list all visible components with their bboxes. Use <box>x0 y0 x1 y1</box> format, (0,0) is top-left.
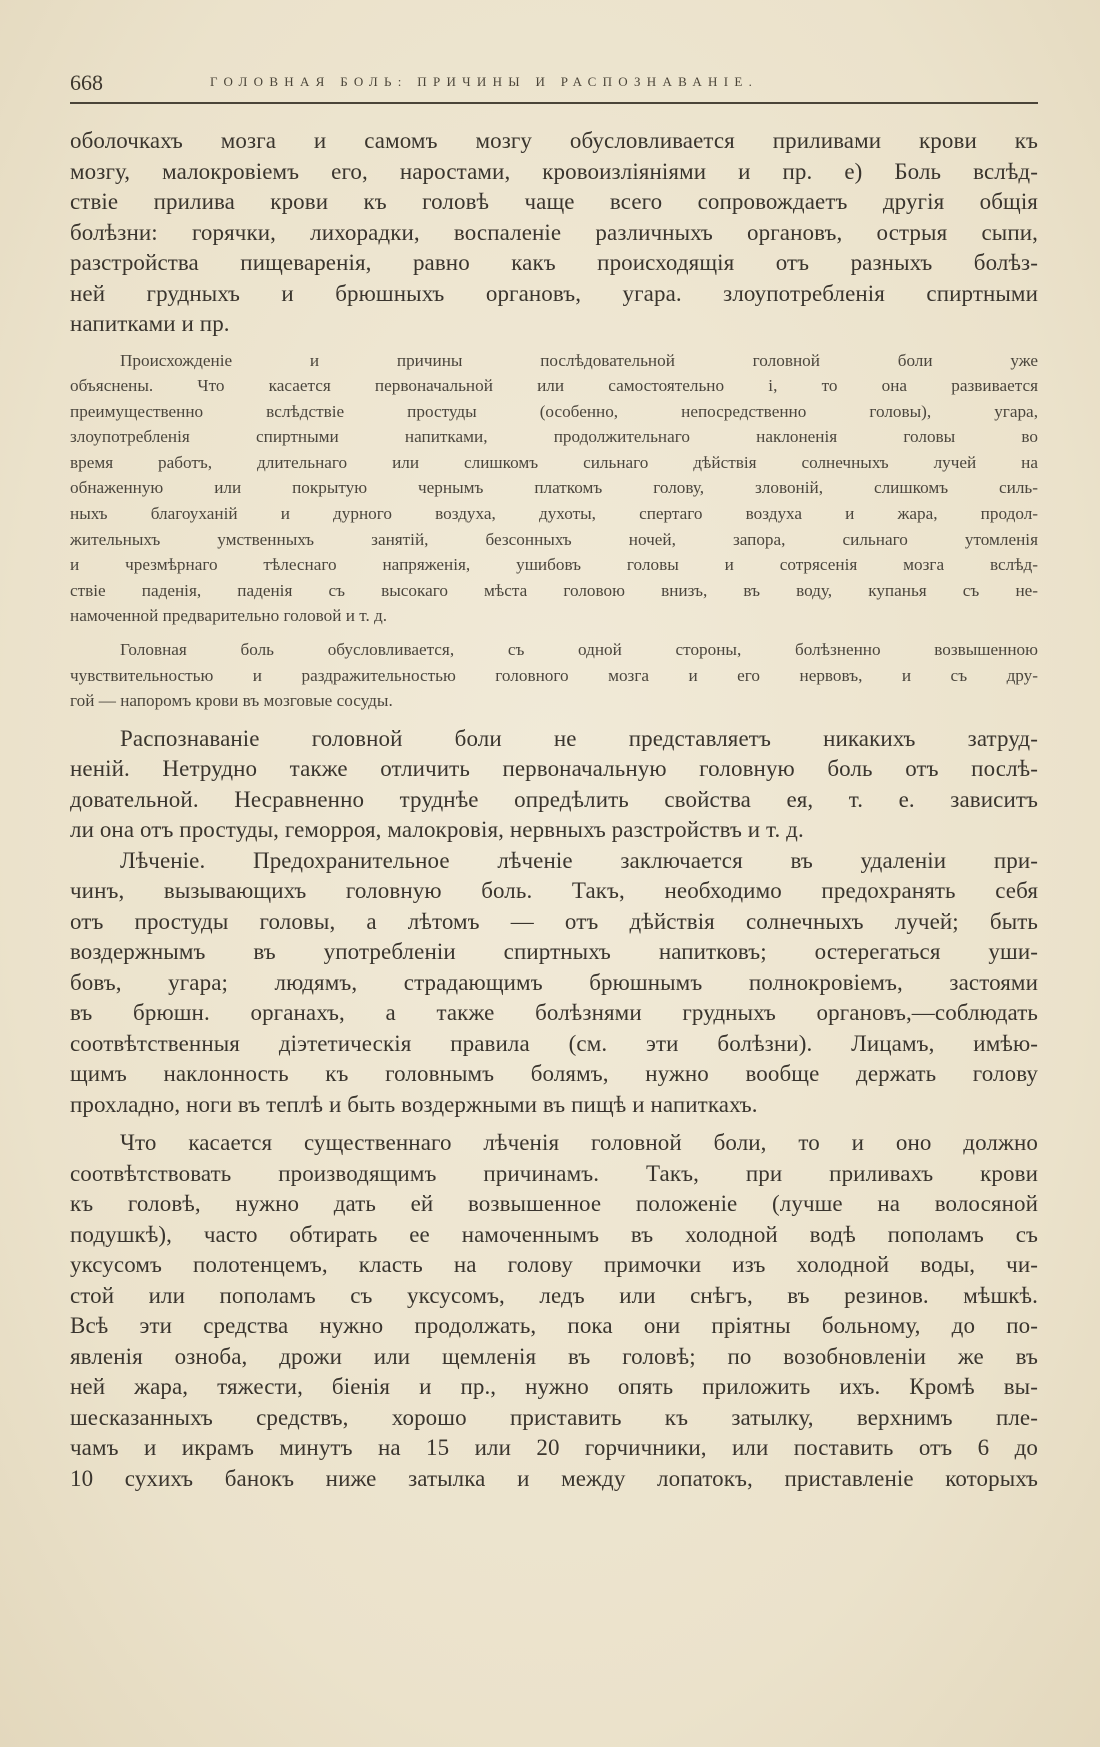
text-line: отъ простуды головы, а лѣтомъ — отъ дѣйствія солнечныхъ лучей; быть <box>70 908 1038 934</box>
paragraph-treatment-essential <box>70 1128 1038 1494</box>
text-line: ствіе паденія, паденія съ высокаго мѣста головою внизъ, въ воду, купанья съ не- <box>70 580 1038 600</box>
text-line: преимущественно вслѣдствіе простуды (особенно, непосредственно головы), угара, <box>70 401 1038 421</box>
text-line: шесказанныхъ средствъ, хорошо приставить къ затылку, верхнимъ пле- <box>70 1404 1038 1430</box>
paragraph-intro <box>70 126 1038 340</box>
text-line: Распознаваніе головной боли не представляетъ никакихъ затруд- <box>120 725 1038 751</box>
text-line: оболочкахъ мозга и самомъ мозгу обусловливается приливами крови къ <box>70 128 1038 153</box>
text-line: разстройства пищеваренія, равно какъ происходящія отъ разныхъ болѣз- <box>70 250 1038 275</box>
text-line: злоупотребленія спиртными напитками, продолжительнаго наклоненія головы во <box>70 427 1038 447</box>
text-line: въ брюшн. органахъ, а также болѣзнями грудныхъ органовъ,—соблюдать <box>70 1000 1038 1026</box>
text-line: воздержнымъ въ употребленіи спиртныхъ напитковъ; остерегаться уши- <box>70 939 1038 965</box>
text-line: Всѣ эти средства нужно продолжать, пока они пріятны больному, до по- <box>70 1313 1038 1339</box>
text-line: намоченной предварительно головой и т. д. <box>70 606 388 626</box>
running-head: ГОЛОВНАЯ БОЛЬ: ПРИЧИНЫ И РАСПОЗНАВАНІЕ. <box>210 74 759 89</box>
text-line: соотвѣтственныя діэтетическія правила (см. эти болѣзни). Лицамъ, имѣю- <box>70 1030 1038 1056</box>
text-line: стой или пополамъ съ уксусомъ, ледъ или снѣгъ, въ резинов. мѣшкѣ. <box>70 1282 1038 1308</box>
text-line: ней грудныхъ и брюшныхъ органовъ, угара. злоупотребленія спиртными <box>70 280 1038 306</box>
paragraph-mechanism <box>70 637 1038 714</box>
text-line: бовъ, угара; людямъ, страдающимъ брюшнымъ полнокровіемъ, застоями <box>70 969 1038 995</box>
text-line: чинъ, вызывающихъ головную боль. Такъ, необходимо предохранять себя <box>70 878 1038 904</box>
text-line: болѣзни: горячки, лихорадки, воспаленіе различныхъ органовъ, острыя сыпи, <box>70 219 1038 245</box>
text-line: ныхъ благоуханій и дурного воздуха, духоты, спертаго воздуха и жара, продол- <box>70 504 1038 524</box>
text-line: уксусомъ полотенцемъ, класть на голову примочки изъ холодной воды, чи- <box>70 1252 1038 1278</box>
text-line: 10 сухихъ банокъ ниже затылка и между лопатокъ, приставленіе которыхъ <box>70 1465 1038 1491</box>
paragraph-origin-causes <box>70 348 1038 630</box>
text-line: чамъ и икрамъ минутъ на 15 или 20 горчичники, или поставить отъ 6 до <box>70 1435 1038 1461</box>
text-line: Что касается существеннаго лѣченія головной боли, то и оно должно <box>120 1130 1038 1156</box>
text-line: Происхожденіе и причины послѣдовательной головной боли уже <box>120 350 1038 370</box>
text-line: подушкѣ), часто обтирать ее намоченнымъ въ холодной водѣ пополамъ съ <box>70 1221 1038 1247</box>
text-line: неній. Нетрудно также отличить первоначальную головную боль отъ послѣ- <box>70 756 1038 782</box>
text-line: гой — напоромъ крови въ мозговые сосуды. <box>70 691 393 711</box>
paragraph-diagnosis <box>70 724 1038 846</box>
text-line: довательной. Несравненно труднѣе опредѣлить свойства ея, т. е. зависитъ <box>70 786 1038 812</box>
paragraph-treatment-prevention <box>70 846 1038 1121</box>
page-number: 668 <box>70 70 103 95</box>
page-header <box>70 68 1038 104</box>
text-line: къ головѣ, нужно дать ей возвышенное положеніе (лучше на волосяной <box>70 1191 1038 1217</box>
text-line: щимъ наклонность къ головнымъ болямъ, нужно вообще держать голову <box>70 1061 1038 1087</box>
text-line: напитками и пр. <box>70 311 230 336</box>
text-line: чувствительностью и раздражительностью головного мозга и его нервовъ, и съ дру- <box>70 665 1038 685</box>
text-line: прохладно, ноги въ теплѣ и быть воздержными въ пищѣ и напиткахъ. <box>70 1091 758 1117</box>
text-line: время работъ, длительнаго или слишкомъ сильнаго дѣйствія солнечныхъ лучей на <box>70 452 1038 472</box>
text-line: ли она отъ простуды, геморроя, малокровія, нервныхъ разстройствъ и т. д. <box>70 817 804 843</box>
text-line: и чрезмѣрнаго тѣлеснаго напряженія, ушибовъ головы и сотрясенія мозга вслѣд- <box>70 555 1038 575</box>
text-line: мозгу, малокровіемъ его, наростами, кровоизліяніями и пр. е) Боль вслѣд- <box>70 158 1038 184</box>
text-line: ствіе прилива крови къ головѣ чаще всего сопровождаетъ другія общія <box>70 189 1038 214</box>
text-line: ней жара, тяжести, біенія и пр., нужно опять приложить ихъ. Кромѣ вы- <box>70 1374 1038 1400</box>
page-body <box>70 126 1038 1494</box>
text-line: обнаженную или покрытую чернымъ платкомъ голову, зловоній, слишкомъ силь- <box>70 478 1038 498</box>
text-line: Лѣченіе. Предохранительное лѣченіе заключается въ удаленіи при- <box>120 847 1038 873</box>
text-line: объяснены. Что касается первоначальной или самостоятельно і, то она развивается <box>70 376 1038 396</box>
text-line: жительныхъ умственныхъ занятій, безсонныхъ ночей, запора, сильнаго утомленія <box>70 529 1038 549</box>
text-line: явленія озноба, дрожи или щемленія въ головѣ; по возобновленіи же въ <box>70 1343 1038 1369</box>
text-line: соотвѣтствовать производящимъ причинамъ. Такъ, при приливахъ крови <box>70 1160 1038 1186</box>
text-line: Головная боль обусловливается, съ одной стороны, болѣзненно возвышенною <box>120 640 1038 660</box>
